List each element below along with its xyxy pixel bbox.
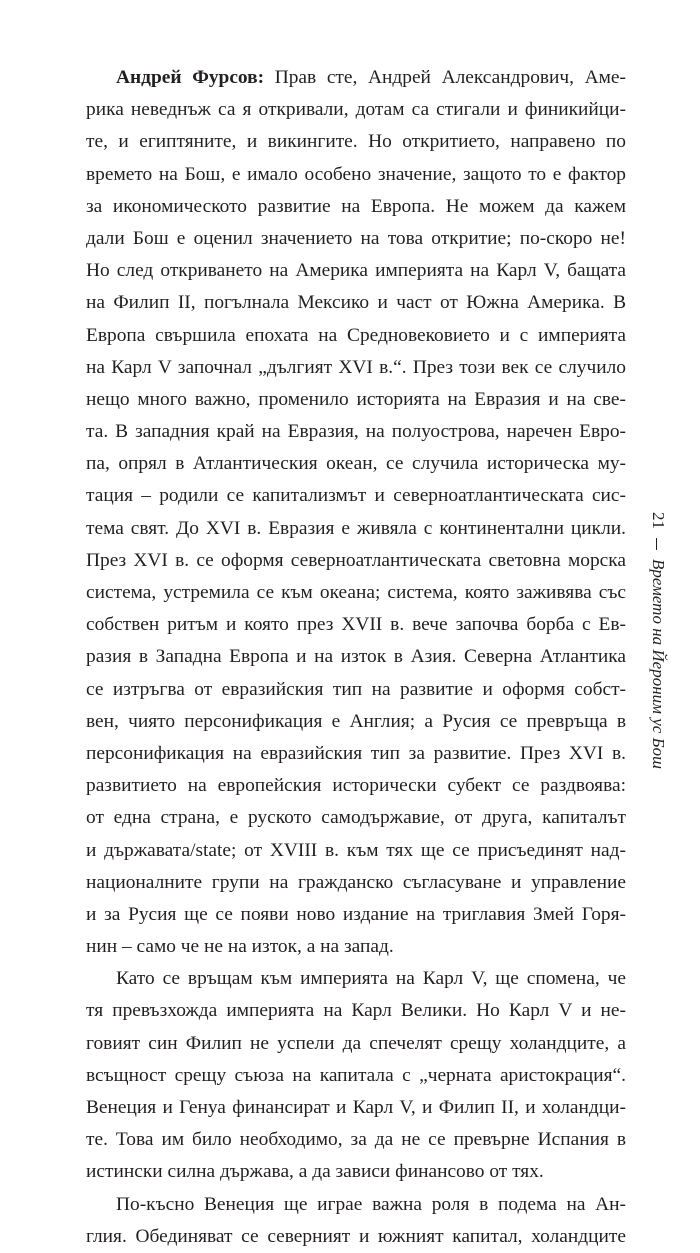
text-line: развитието на европейския исторически субект се раздвоява:	[86, 775, 626, 797]
text-line: те, и египтяните, и викингите. Но откритието, направено по	[86, 131, 626, 153]
text-line: се изтръгва от евразийския тип на развитие и оформя собст-	[86, 678, 626, 700]
text-line: па, опрял в Атлантическия океан, се случила историческа му-	[86, 453, 626, 475]
text-line: тация – родили се капитализмът и северноатлантическата сис-	[86, 485, 626, 507]
text-line: нин – само че не на изток, а на запад.	[86, 936, 394, 958]
speaker-name: Андрей Фурсов:	[116, 67, 265, 88]
running-title: Времето на Йероним ус Бош	[649, 559, 668, 769]
text-line: на Филип II, погълнала Мексико и част от Южна Америка. В	[86, 292, 626, 314]
text-line: разия в Западна Европа и на изток в Азия. Северна Атлантика	[86, 646, 626, 668]
text-line: те. Това им било необходимо, за да не се превърне Испания в	[86, 1129, 626, 1151]
text-line: националните групи на гражданско съгласуване и управление	[86, 871, 626, 893]
text-line: от една страна, е руското самодържавие, от друга, капиталът	[86, 807, 626, 829]
text-line	[86, 62, 626, 94]
page-number: 21	[649, 512, 668, 529]
text-line: Европа свършила епохата на Средновековието и с империята	[86, 324, 626, 346]
text-line: говият син Филип не успели да спечелят срещу холандците, а	[86, 1032, 626, 1054]
text-line: персонификация на евразийския тип за развитие. През XVI в.	[86, 742, 626, 764]
text-line: През XVI в. се оформя северноатлантическата световна морска	[86, 549, 626, 571]
text-line: дали Бош е оценил значението на това откритие; по-скоро не!	[86, 227, 626, 249]
text-line: Венеция и Генуа финансират и Карл V, и Филип II, и холандци-	[86, 1097, 626, 1118]
text-line: та. В западния край на Евразия, на полуострова, наречен Евро-	[86, 421, 626, 443]
text-line: рика неведнъж са я откривали, дотам са стигали и финикийци-	[86, 99, 626, 121]
text-line: за икономическото развитие на Европа. Не можем да кажем	[86, 195, 626, 217]
text-line: времето на Бош, е имало особено значение, защото то е фактор	[86, 163, 626, 185]
running-header	[648, 512, 668, 769]
text-line-content: Прав сте, Андрей Александрович, Аме-	[264, 67, 626, 88]
text-line: и държавата/state; от XVIII в. към тях ще се присъединят над-	[86, 839, 626, 861]
text-line: тема свят. До XVI в. Евразия е живяла с континентални цикли.	[86, 517, 626, 539]
text-line: на Карл V започнал „дългият XVI в.“. През този век се случило	[86, 356, 626, 378]
text-line: система, устремила се към океана; система, която заживява със	[86, 582, 626, 603]
text-line: глия. Обединяват се северният и южният капитал, холандците	[86, 1225, 626, 1247]
text-line: Като се връщам към империята на Карл V, ще спомена, че	[116, 968, 626, 990]
text-line: Но след откриването на Америка империята на Карл V, бащата	[86, 260, 626, 282]
text-line: и за Русия ще се появи ново издание на триглавия Змей Горя-	[86, 903, 626, 925]
text-line: По-късно Венеция ще играе важна роля в подема на Ан-	[116, 1193, 626, 1215]
text-line: собствен ритъм и която през XVII в. вече започва борба с Ев-	[86, 614, 626, 636]
main-text	[86, 62, 626, 1253]
text-line: тя превъзхожда империята на Карл Велики. Но Карл V и не-	[86, 1000, 626, 1022]
divider	[657, 538, 658, 550]
text-line: истински силна държава, а да зависи финансово от тях.	[86, 1161, 544, 1183]
text-line: вен, чиято персонификация е Англия; а Русия се превръща в	[86, 710, 626, 732]
text-line: нещо много важно, променило историята на Евразия и на све-	[86, 388, 626, 410]
text-line: всъщност срещу съюза на капитала с „черната аристокрация“.	[86, 1064, 626, 1086]
